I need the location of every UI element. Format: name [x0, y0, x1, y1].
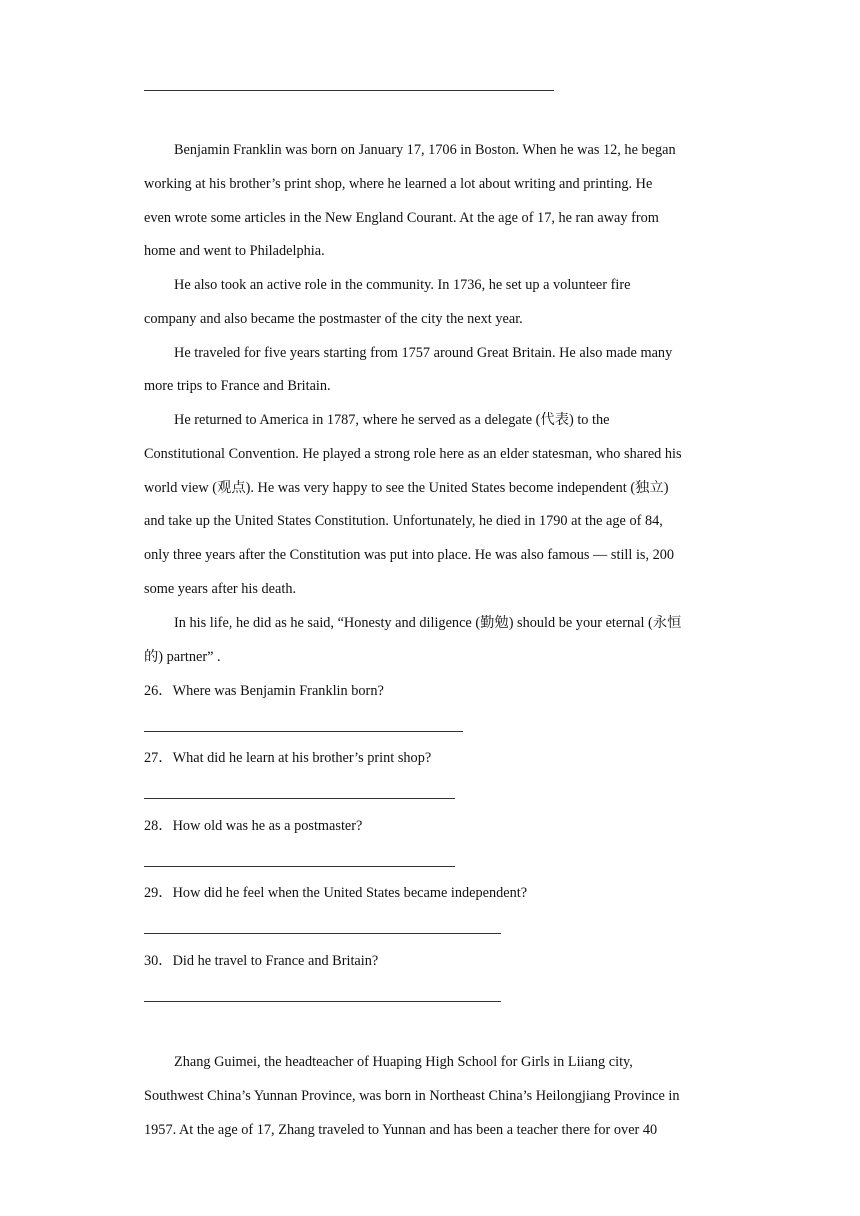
paragraph-4-line-2: Constitutional Convention. He played a strong role here as an elder statesman, who shared his — [144, 446, 682, 462]
answer-line-30[interactable] — [144, 1001, 501, 1002]
question-27 — [144, 748, 719, 768]
paragraph-4-line-4: and take up the United States Constitution. Unfortunately, he died in 1790 at the age of 84, — [144, 513, 663, 529]
paragraph-3-line-2: more trips to France and Britain. — [144, 378, 331, 394]
question-text: Where was Benjamin Franklin born? — [172, 683, 384, 699]
question-text: Did he travel to France and Britain? — [172, 953, 379, 969]
passage-2-line-3: 1957. At the age of 17, Zhang traveled to Yunnan and has been a teacher there for over 40 — [144, 1122, 658, 1138]
paragraph-5-line-2: 的) partner” . — [144, 649, 221, 665]
passage-2-line-1: Zhang Guimei, the headteacher of Huaping High School for Girls in Liiang city, — [174, 1054, 633, 1070]
paragraph-2-line-2: company and also became the postmaster of the city the next year. — [144, 311, 523, 327]
passage-2-line-2: Southwest China’s Yunnan Province, was born in Northeast China’s Heilongjiang Province in — [144, 1088, 680, 1104]
answer-line-26[interactable] — [144, 731, 463, 732]
paragraph-1-line-2: working at his brother’s print shop, where he learned a lot about writing and printing. He — [144, 176, 653, 192]
question-number: 26． — [144, 683, 173, 699]
question-26 — [144, 681, 719, 701]
top-answer-line — [144, 90, 554, 91]
paragraph-5-line-1: In his life, he did as he said, “Honesty and diligence (勤勉) should be your eternal (永恒 — [174, 615, 682, 631]
question-28 — [144, 816, 719, 836]
question-number: 27． — [144, 750, 173, 766]
answer-line-27[interactable] — [144, 798, 455, 799]
question-text: How did he feel when the United States became independent? — [172, 885, 528, 901]
paragraph-4-line-6: some years after his death. — [144, 581, 297, 597]
question-number: 30． — [144, 953, 173, 969]
paragraph-2-line-1: He also took an active role in the community. In 1736, he set up a volunteer fire — [174, 277, 631, 293]
question-text: What did he learn at his brother’s print shop? — [172, 750, 432, 766]
question-30 — [144, 951, 719, 971]
answer-line-29[interactable] — [144, 933, 501, 934]
question-text: How old was he as a postmaster? — [172, 818, 363, 834]
question-number: 28． — [144, 818, 173, 834]
paragraph-1-line-1: Benjamin Franklin was born on January 17, 1706 in Boston. When he was 12, he began — [174, 142, 676, 158]
answer-line-28[interactable] — [144, 866, 455, 867]
paragraph-4-line-5: only three years after the Constitution was put into place. He was also famous — still is, 200 — [144, 547, 675, 563]
paragraph-1-line-4: home and went to Philadelphia. — [144, 243, 325, 259]
paragraph-4-line-3: world view (观点). He was very happy to see the United States become independent (独立) — [144, 480, 669, 496]
paragraph-4-line-1: He returned to America in 1787, where he served as a delegate (代表) to the — [174, 412, 610, 428]
question-number: 29． — [144, 885, 173, 901]
question-29 — [144, 883, 719, 903]
paragraph-1-line-3: even wrote some articles in the New England Courant. At the age of 17, he ran away from — [144, 210, 659, 226]
paragraph-3-line-1: He traveled for five years starting from 1757 around Great Britain. He also made many — [174, 345, 673, 361]
